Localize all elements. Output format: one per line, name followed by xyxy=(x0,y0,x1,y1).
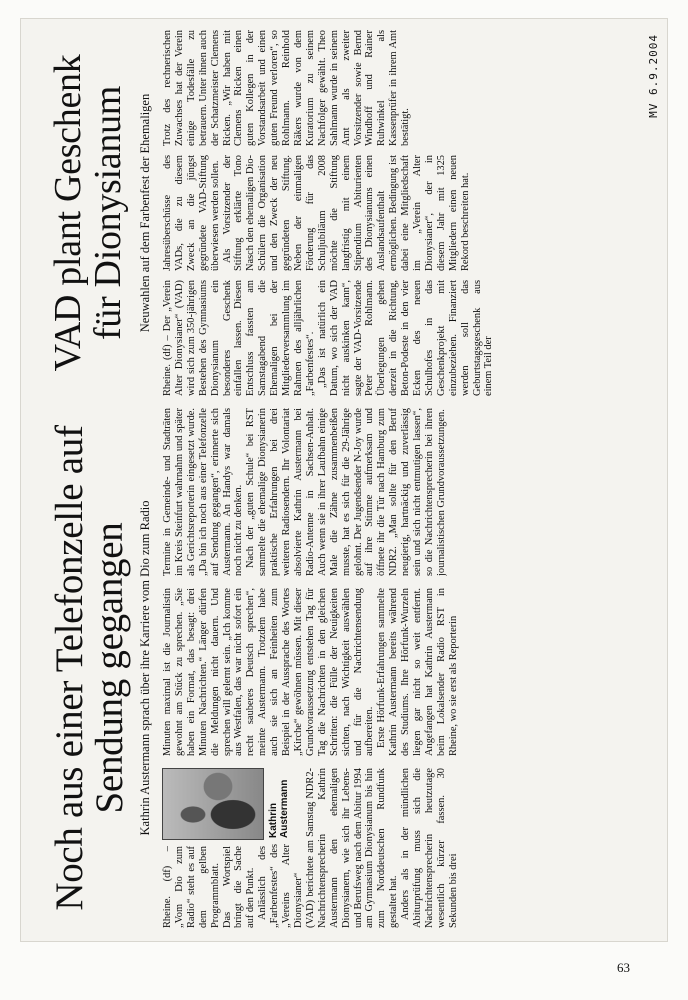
article1-subline: Kathrin Austermann sprach über ihre Karriere vom Dio zum Radio xyxy=(138,500,152,836)
newspaper-clipping xyxy=(20,18,668,942)
source-stamp: MV 6.9.2004 xyxy=(647,34,660,118)
paragraph: Anlässlich des „Farbenfestes“ des „Vereins Alter Dionysianer“ (VAD) berichtete am Samstag NDR2-Nachrichtensprecherin Kathrin Austermann den ehemaligen Dionysianern, wie sich ihr Lebens- und Berufsweg nach dem Abitur 1994 am Gymnasium Dionysianum bis hin zum Norddeutschen Rundfunk gestaltet hat. xyxy=(257,768,400,928)
page-number: 63 xyxy=(617,960,630,975)
photo-caption: Kathrin Austermann xyxy=(268,779,290,838)
paragraph: Anders als in der mündlichen Abiturprüfung muss sich die Nachrichtensprecherin heutzutage wesentlich kürzer fassen. 30 Sekunden bis drei xyxy=(400,768,459,928)
article2-column-2 xyxy=(162,155,662,271)
article1-column-3 xyxy=(162,408,662,576)
article1-column-2 xyxy=(162,588,662,756)
paragraph: Rheine. (df) – Der „Verein Alter Dionysianer“ (VAD) wird sich zum 350-jährigen Bestehen des Gymnasiums Dionysianum ein besonderes Geschenk einfallen lassen. Diesen Entschluss fassten am Samstagabend die Ehemaligen bei der Mitgliederversammlung im Rahmen des alljährlichen „Farbenfestes“. xyxy=(162,280,316,396)
article2-subline: Neuwahlen auf dem Farbenfest der Ehemaligen xyxy=(138,93,152,333)
article-vad-geschenk xyxy=(20,30,668,396)
paragraph: Als Vorsitzender der Stiftung erklärte Tono Nasch den ehemaligen Dio-Schülern die Organisation und den Zweck der neu gegründeten Stiftung. Neben der einmaligen Förderung für das Schuljubiläum 2008 möchte die Stiftung langfristig mit einem Stipendium Abiturienten des Dionysianums einen Auslandsaufenthalt ermöglichen. Bedingung ist dabei eine Mitgliedschaft im „Verein Alter Dionysianer“, der in diesem Jahr mit 1325 Mitgliedern einen neuen Rekord beschreiten hat. xyxy=(221,155,471,271)
paragraph: Minuten maximal ist die Journalistin gewohnt am Stück zu sprechen. „Sie haben ein Format, das besagt: drei Minuten Nachrichten.“ Länger dürfen die Meldungen nicht dauern. Und sprechen will gelernt sein. „Ich komme aus Westfalen, das war nicht sofort ein recht sauberes Deutsch sprechen“, meinte Austermann. Trotzdem habe auch sie sich an Feinheiten zum Beispiel in der Aussprache des Wortes „Kirche“ gewöhnen müssen. Mit dieser Grundvoraussetzung entstehen Tag für Tag die Nachrichten in den gleichen Schritten: die Fülle der Neuigkeiten sichten, nach Wichtigkeit auswählen und für die Nachrichtensendung aufbereiten. xyxy=(162,588,376,756)
article1-columns xyxy=(162,408,662,928)
article-telefonzelle xyxy=(20,408,668,928)
paragraph: Rheine. (df) – „Vom Dio zum Radio“ steht es auf dem gelben Programmblatt. Das Wortspiel bringt die Sache auf den Punkt. xyxy=(162,846,257,928)
paragraph: Termine in Gemeinde- und Stadträten im Kreis Steinfurt wahrnahm und später als Gerichtsreporterin eingesetzt wurde. „Da bin ich noch aus einer Telefonzelle auf Sendung gegangen“, erinnerte sich Austermann. An Handys war damals noch nicht zu denken. xyxy=(162,408,245,576)
rotated-clipping-content xyxy=(20,18,668,942)
paragraph: Nach der „guten Schule“ bei RST sammelte die ehemalige Dionysianerin praktische Erfahrungen bei drei weiteren Radiosendern. Ihr Volontariat absolvierte Kathrin Austermann bei Radio-Antenne in Sachsen-Anhalt. Auch wenn sie in ihrer Laufbahn einige Male die Zähne zusammenbeißen musste, hat es sich für die 29-Jährige gelohnt. Der Jugendsender N-Joy wurde auf ihre Stimme aufmerksam und öffnete ihr die Tür nach Hamburg zum NDR2. „Man sollte für den Beruf neugierig, hartnäckig und zuverlässig sein und sich nicht entmutigen lassen“, so die Nachrichtensprecherin bei ihren journalistischen Grundvoraussetzungen. xyxy=(245,408,447,576)
article2-column-3 xyxy=(162,30,662,146)
paragraph: Erste Hörfunk-Erfahrungen sammelte Kathrin Austermann bereits während des Studiums. Ihre Hörfunk-Wurzeln liegen gar nicht so weit entfernt. Angefangen hat Kathrin Austermann beim Lokalsender Radio RST in Rheine, wo sie erst als Reporterin xyxy=(376,588,459,756)
article1-headline: Noch aus einer Telefonzelle auf Sendung gegangen xyxy=(48,425,131,911)
paragraph: Trotz des rechnerischen Zuwachses hat der Verein einige Todesfälle zu betrauern. Unter ihnen auch der Schatzmeister Clemens Ricken. „Wir haben mit Clemens Ricken einen guten Kollegen in der Vorstandsarbeit und einen guten Freund verloren“, so Rohlmann. Reinhold Räkers wurde von dem Kuratorium zu seinem Nachfolger gewählt. Theo Sahlmann wurde in seinem Amt als zweiter Vorsitzender sowie Bernd Windhoff und Rainer Ruhwinkel als Kassenprüfer in ihrem Amt bestätigt. xyxy=(162,30,412,146)
article2-columns xyxy=(162,30,662,396)
portrait-photo xyxy=(162,768,264,840)
paragraph: Jahresüberschüsse des VADs, die zu diesem Zweck an die jüngst gegründete VAD-Stiftung überwiesen werden sollen. xyxy=(162,155,221,271)
article2-headline: VAD plant Geschenk für Dionysianum xyxy=(47,54,129,372)
article2-column-1 xyxy=(162,280,662,396)
paragraph: „Das ist natürlich ein Datum, wo sich der VAD nicht auskinken kann“, sagte der VAD-Vorsitzende Peter Rohlmann. Überlegungen gehen derzeit in die Richtung, Beton-Podeste in den vier Ecken des neuen Schulhofes in das Geschenkprojekt mit einzubeziehen. Finanziert werden soll das Geburtstagsgeschenk aus einem Teil der xyxy=(316,280,495,396)
article1-column-1 xyxy=(162,768,662,928)
